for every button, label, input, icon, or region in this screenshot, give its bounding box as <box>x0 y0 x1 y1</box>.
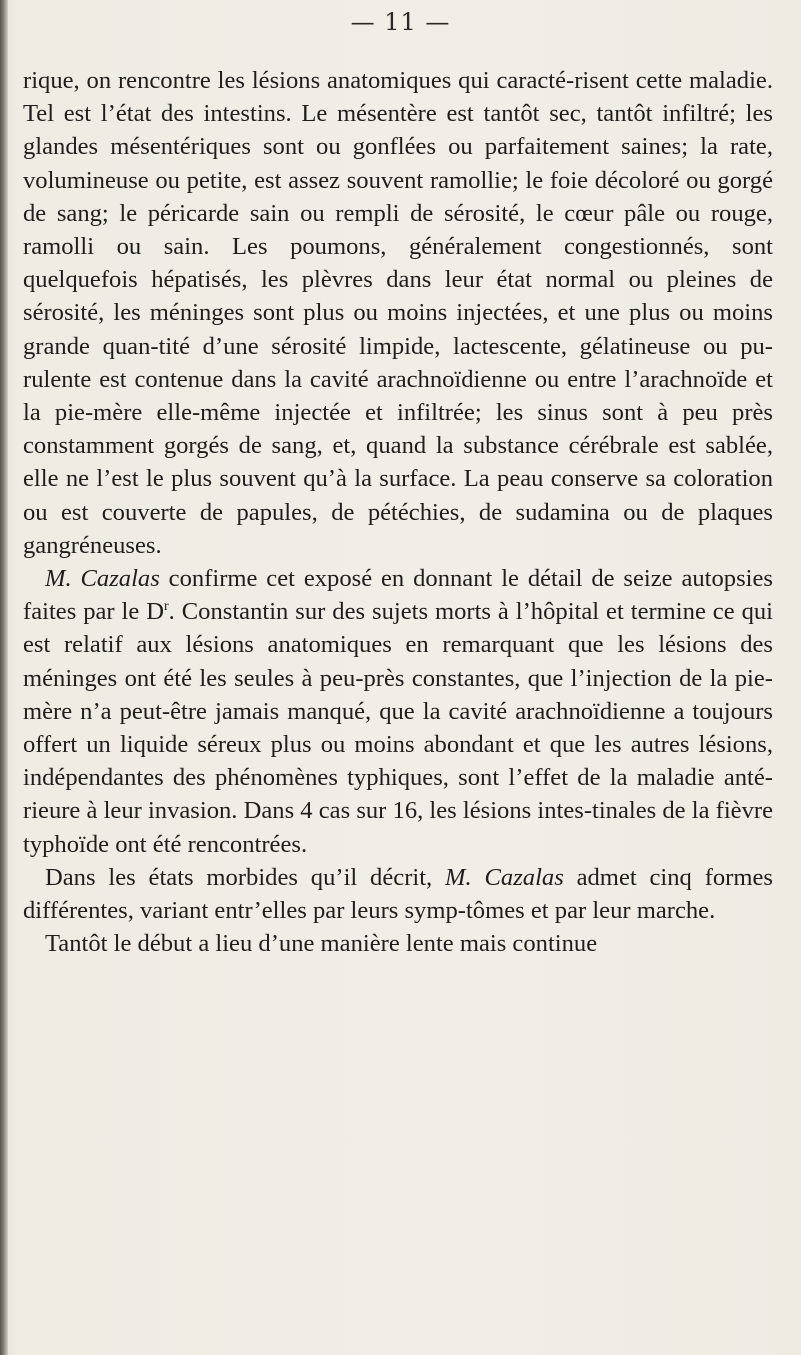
paragraph-text: . Constantin sur des sujets morts à l’hôpital et termine ce qui est relatif aux lésions anatomiques en remarquant que les lésions des méninges ont été les seules à peu-près constantes, que l’injection de la pie-mère n’a peut-être jamais manqué, que la cavité arachnoïdienne a toujours offert un liquide séreux plus ou moins abondant et que les autres lésions, indépendantes des phénomènes typhiques, sont l’effet de la maladie anté-rieure à leur invasion. Dans 4 cas sur 16, les lésions intes-tinales de la fièvre typhoïde ont été rencontrées. <box>23 598 773 858</box>
author-name: M. Cazalas <box>45 565 160 593</box>
body-text <box>23 64 773 960</box>
paragraph-text: Dans les états morbides qu’il décrit, <box>45 863 446 891</box>
paragraph-text: Tantôt le début a lieu d’une manière lente mais continue <box>45 930 598 958</box>
paragraph-lesions <box>23 64 773 562</box>
superscript: r <box>164 599 169 615</box>
binding-edge <box>0 0 8 1355</box>
paragraph-onset <box>23 927 773 960</box>
page-number: — 11 — <box>350 8 451 36</box>
paragraph-text: confirme cet exposé en donnant le détail de seize autopsies faites par le D <box>23 565 773 626</box>
paragraph-text: admet cinq formes différentes, variant entr’elles par leurs symp-tômes et par leur marche. <box>23 863 773 925</box>
author-name: M. Cazalas <box>445 863 564 891</box>
paragraph-five-forms <box>23 861 773 927</box>
paragraph-text: rique, on rencontre les lésions anatomiques qui caracté-risent cette maladie. Tel est l’état des intestins. Le mésentère est tantôt sec, tantôt infiltré; les glandes mésentériques sont ou gonflées ou parfaitement saines; la rate, volumineuse ou petite, est assez souvent ramollie; le foie décoloré ou gorgé de sang; le péricarde sain ou rempli de sérosité, le cœur pâle ou rouge, ramolli ou sain. Les poumons, généralement congestionnés, sont quelquefois hépatisés, les plèvres dans leur état normal ou pleines de sérosité, les méninges sont plus ou moins injectées, et une plus ou moins grande quan-tité d’une sérosité limpide, lactescente, gélatineuse ou pu-rulente est contenue dans la cavité arachnoïdienne ou entre l’arachnoïde et la pie-mère elle-même injectée et infiltrée; les sinus sont à peu près constamment gorgés de sang, et, quand la substance cérébrale est sablée, elle ne l’est le plus souvent qu’à la surface. La peau conserve sa coloration ou est couverte de papules, de pétéchies, de sudamina ou de plaques gangréneuses. <box>23 67 773 559</box>
paragraph-cazalas-autopsies <box>23 562 773 861</box>
